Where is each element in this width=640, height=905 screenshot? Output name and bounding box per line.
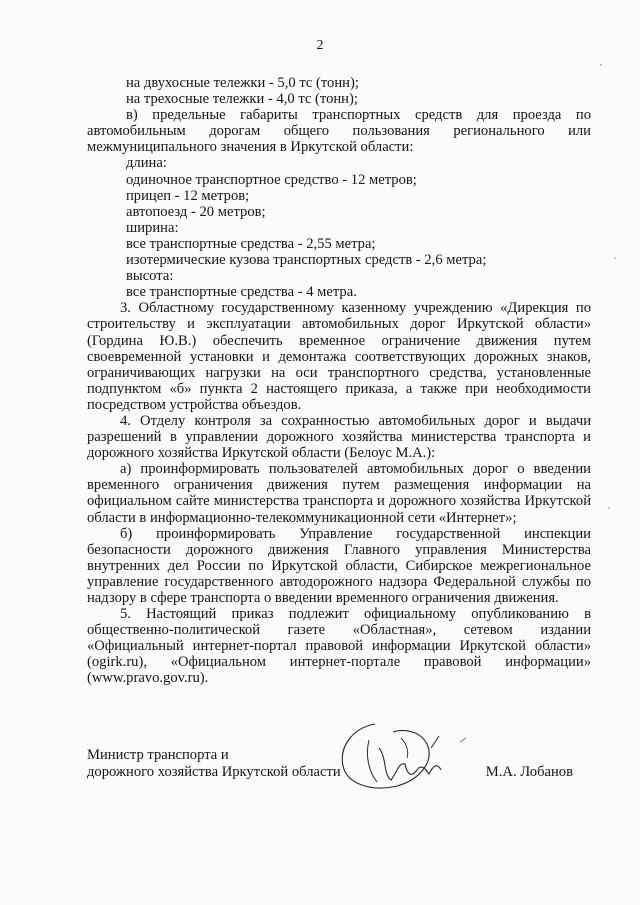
scan-speck — [458, 736, 468, 744]
text-line: официальном сайте министерства транспорта и дорожного хозяйства Иркутской — [87, 493, 591, 510]
text-line: управление государственного автодорожного надзора Федеральной службы по — [87, 573, 591, 590]
text-line: посредством устройства объездов. — [87, 396, 302, 413]
text-line: области в информационно-телекоммуникационной сети «Интернет»; — [87, 509, 517, 526]
text-line: (ogirk.ru), «Официальном интернет-портале правовой информации» — [87, 654, 591, 671]
text-line: все транспортные средства - 4 метра. — [126, 284, 357, 301]
text-line: дорожного хозяйства Иркутской области (Белоус М.А.): — [87, 445, 436, 462]
text-line: на трехосные тележки - 4,0 тс (тонн); — [126, 91, 358, 108]
text-line: своевременной установки и демонтажа соответствующих дорожных знаков, — [87, 348, 591, 365]
signature-block — [87, 747, 591, 781]
text-line: автопоезд - 20 метров; — [126, 203, 266, 220]
text-line: а) проинформировать пользователей автомобильных дорог о введении — [120, 461, 591, 478]
scan-speck — [598, 62, 604, 68]
text-line: 3. Областному государственному казенному учреждению «Дирекция по — [120, 300, 591, 317]
text-line: строительству и эксплуатации автомобильных дорог Иркутской области» — [87, 316, 591, 333]
paragraph — [87, 606, 591, 686]
text-line: ограничивающих нагрузки на оси транспортного средства, установленные — [87, 364, 591, 381]
scan-speck — [612, 255, 618, 261]
text-line: общественно-политической газете «Областная», сетевом издании — [87, 622, 591, 639]
text-line: одиночное транспортное средство - 12 метров; — [126, 171, 417, 188]
text-line: в) предельные габариты транспортных средств для проезда по — [126, 107, 591, 124]
text-line: подпунктом «б» пункта 2 настоящего приказа, а также при необходимости — [87, 380, 591, 397]
text-line: автомобильным дорогам общего пользования регионального или — [87, 123, 591, 140]
text-line: прицеп - 12 метров; — [126, 187, 250, 204]
paragraph — [87, 526, 591, 606]
text-line: внутренних дел России по Иркутской области, Сибирское межрегиональное — [87, 557, 591, 574]
text-line: «Официальный интернет-портал правовой информации Иркутской области» — [87, 638, 591, 655]
paragraph — [87, 461, 591, 525]
text-line: ширина: — [126, 219, 179, 236]
signatory-position-line-2: дорожного хозяйства Иркутской области — [87, 764, 341, 780]
paragraph — [87, 413, 591, 461]
page-number: 2 — [316, 38, 324, 53]
signatory-name: М.А. Лобанов — [485, 764, 573, 780]
text-line: надзору в сфере транспорта о введении временного ограничения движения. — [87, 590, 559, 606]
text-line: межмуниципального значения в Иркутской области: — [87, 139, 414, 156]
text-line: разрешений в управлении дорожного хозяйства министерства транспорта и — [87, 429, 591, 446]
text-line: изотермические кузова транспортных средств - 2,6 метра; — [126, 252, 487, 269]
text-line: (Гордина Ю.В.) обеспечить временное ограничение движения путем — [87, 332, 591, 349]
text-line: на двухосные тележки - 5,0 тс (тонн); — [126, 75, 359, 91]
scan-speck — [606, 505, 612, 511]
text-line: временного ограничения движения путем размещения информации на — [87, 477, 591, 494]
text-line: высота: — [126, 268, 174, 285]
paragraph — [87, 300, 591, 413]
document-body — [87, 75, 591, 687]
paragraph — [87, 107, 591, 155]
text-line: длина: — [126, 155, 167, 172]
text-line: 5. Настоящий приказ подлежит официальному опубликованию в — [120, 606, 591, 623]
paragraph — [87, 75, 591, 107]
text-line: (www.pravo.gov.ru). — [87, 670, 209, 687]
paragraph — [87, 155, 591, 300]
text-line: 4. Отделу контроля за сохранностью автомобильных дорог и выдачи — [120, 412, 591, 429]
text-line: б) проинформировать Управление государственной инспекции — [120, 525, 591, 542]
signatory-position-line-1: Министр транспорта и — [87, 747, 229, 763]
text-line: все транспортные средства - 2,55 метра; — [126, 235, 376, 252]
text-line: безопасности дорожного движения Главного управления Министерства — [87, 541, 591, 558]
